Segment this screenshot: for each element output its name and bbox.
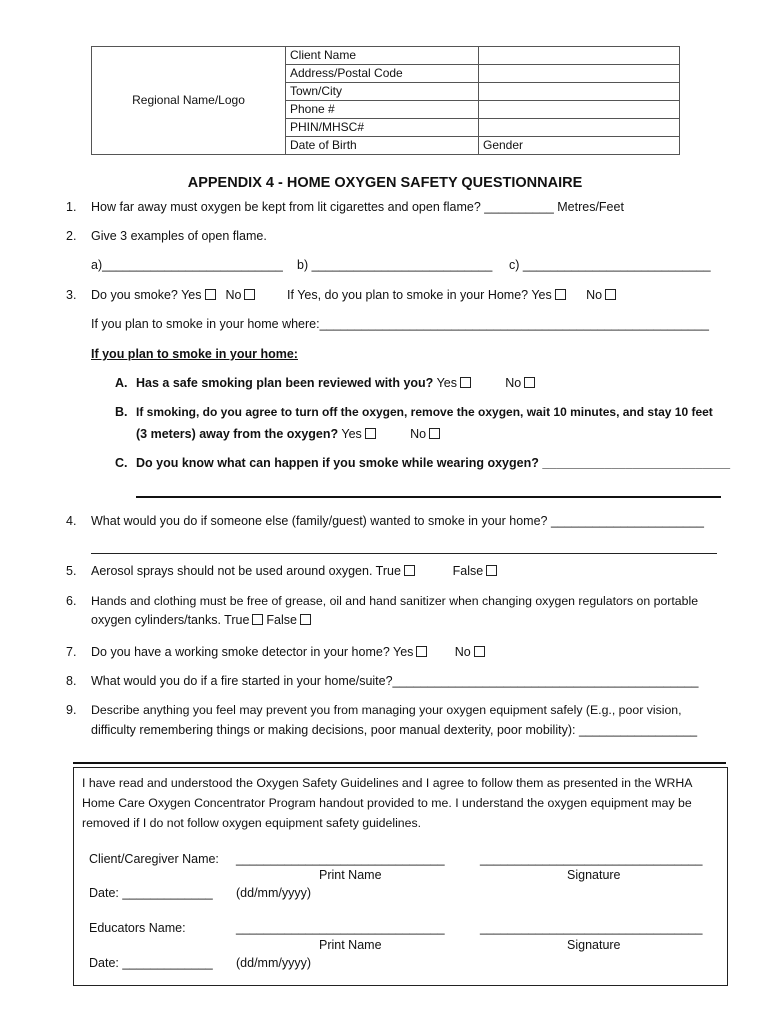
q3-plan-question — [287, 288, 619, 302]
client-date-format: (dd/mm/yyyy) — [236, 886, 311, 900]
q3a-yes-label: Yes — [436, 376, 457, 390]
q3a-no-label: No — [505, 376, 522, 390]
educator-date-format: (dd/mm/yyyy) — [236, 956, 311, 970]
q3-smoke-text: Do you smoke? Yes — [91, 288, 202, 302]
q3c-text: Do you know what can happen if you smoke while wearing oxygen? ___________________________ — [136, 456, 731, 470]
q3b-text-line2: (3 meters) away from the oxygen? — [136, 427, 339, 441]
q3a-yes-checkbox[interactable] — [460, 377, 471, 388]
q3-yes-checkbox[interactable] — [205, 289, 216, 300]
agreement-line3: removed if I do not follow oxygen equipment safety guidelines. — [82, 816, 422, 830]
q3b-text-line1: If smoking, do you agree to turn off the oxygen, remove the oxygen, wait 10 minutes, and stay 10 feet — [136, 405, 713, 419]
q9-text-line1: Describe anything you feel may prevent you from managing your oxygen equipment safely (E.g., poor vision, — [91, 703, 682, 717]
q4-number: 4. — [66, 514, 77, 528]
q4-text: What would you do if someone else (family/guest) wanted to smoke in your home? ______________________ — [91, 514, 704, 528]
q3a-no-checkbox[interactable] — [524, 377, 535, 388]
educator-signature-field[interactable]: ________________________________ — [480, 921, 703, 935]
agreement-top-rule — [73, 762, 726, 764]
town-field[interactable] — [479, 83, 680, 101]
q3-where-text[interactable]: If you plan to smoke in your home where:________________________________________________________ — [91, 317, 709, 331]
q5-false-label: False — [452, 564, 484, 578]
q3b-no-checkbox[interactable] — [429, 428, 440, 439]
q3-no-label: No — [225, 288, 242, 302]
q5-question — [91, 564, 500, 578]
q3-smoke-question — [91, 288, 258, 302]
q7-yes-checkbox[interactable] — [416, 646, 427, 657]
q3b-letter: B. — [115, 405, 128, 419]
phone-label: Phone # — [286, 101, 479, 119]
agreement-line1: I have read and understood the Oxygen Safety Guidelines and I agree to follow them as presented in the WRHA — [82, 776, 693, 790]
q3a-text: Has a safe smoking plan been reviewed with you? — [136, 376, 434, 390]
q3-no-checkbox[interactable] — [244, 289, 255, 300]
q3-number: 3. — [66, 288, 77, 302]
q3b-yes-label: Yes — [341, 427, 362, 441]
q2-number: 2. — [66, 229, 77, 243]
dob-label: Date of Birth — [286, 137, 479, 155]
q3-plan-no-label: No — [586, 288, 603, 302]
educator-print-name-field[interactable]: ______________________________ — [236, 921, 445, 935]
q6-text-line1: Hands and clothing must be free of grease, oil and hand sanitizer when changing oxygen regulators on portable — [91, 594, 699, 608]
phin-label: PHIN/MHSC# — [286, 119, 479, 137]
q2-text: Give 3 examples of open flame. — [91, 229, 267, 243]
q5-false-checkbox[interactable] — [486, 565, 497, 576]
town-label: Town/City — [286, 83, 479, 101]
q9-text-line2: difficulty remembering things or making decisions, poor manual dexterity, poor mobility): _________________ — [91, 723, 698, 737]
q7-no-checkbox[interactable] — [474, 646, 485, 657]
q3a-letter: A. — [115, 376, 128, 390]
q7-number: 7. — [66, 645, 77, 659]
q6-false-label: False — [266, 613, 297, 627]
q6-number: 6. — [66, 594, 77, 608]
client-info-table — [91, 46, 680, 155]
q7-no-label: No — [454, 645, 471, 659]
phone-field[interactable] — [479, 101, 680, 119]
client-date-field[interactable]: Date: _____________ — [89, 886, 213, 900]
q2-answer-b[interactable]: b) __________________________ — [297, 258, 493, 272]
client-name-label: Client Name — [286, 47, 479, 65]
q3b-question-line2 — [136, 427, 443, 441]
q7-text: Do you have a working smoke detector in your home? Yes — [91, 645, 414, 659]
q6-question-line2 — [91, 613, 314, 627]
q5-text: Aerosol sprays should not be used around oxygen. True — [91, 564, 401, 578]
q3-plan-yes-checkbox[interactable] — [555, 289, 566, 300]
q3a-question — [136, 376, 538, 390]
q3c-letter: C. — [115, 456, 128, 470]
q3-sub-heading: If you plan to smoke in your home: — [91, 347, 298, 361]
q9-number: 9. — [66, 703, 77, 717]
address-field[interactable] — [479, 65, 680, 83]
client-caregiver-label: Client/Caregiver Name: — [89, 852, 219, 866]
q1-text: How far away must oxygen be kept from lit cigarettes and open flame? __________ Metres/Feet — [91, 200, 624, 214]
client-print-name-field[interactable]: ______________________________ — [236, 852, 445, 866]
q8-number: 8. — [66, 674, 77, 688]
q5-true-checkbox[interactable] — [404, 565, 415, 576]
q2-answer-a[interactable]: a)__________________________ — [91, 258, 283, 272]
educator-name-label: Educators Name: — [89, 921, 186, 935]
client-signature-caption: Signature — [567, 868, 621, 882]
client-signature-field[interactable]: ________________________________ — [480, 852, 703, 866]
q4-answer-line[interactable] — [91, 553, 717, 554]
q3c-answer-line[interactable] — [136, 496, 721, 498]
phin-field[interactable] — [479, 119, 680, 137]
q5-number: 5. — [66, 564, 77, 578]
q3b-no-label: No — [410, 427, 427, 441]
address-label: Address/Postal Code — [286, 65, 479, 83]
q1-number: 1. — [66, 200, 77, 214]
q6-text-line2: oxygen cylinders/tanks. True — [91, 613, 250, 627]
educator-date-field[interactable]: Date: _____________ — [89, 956, 213, 970]
regional-logo-placeholder: Regional Name/Logo — [92, 47, 286, 155]
educator-print-name-caption: Print Name — [319, 938, 382, 952]
educator-signature-caption: Signature — [567, 938, 621, 952]
q3-plan-text: If Yes, do you plan to smoke in your Home? Yes — [287, 288, 552, 302]
q3b-yes-checkbox[interactable] — [365, 428, 376, 439]
q2-answer-c[interactable]: c) ___________________________ — [509, 258, 711, 272]
gender-label: Gender — [479, 137, 680, 155]
client-print-name-caption: Print Name — [319, 868, 382, 882]
agreement-line2: Home Care Oxygen Concentrator Program handout provided to me. I understand the oxygen equipment may be — [82, 796, 692, 810]
page-title: APPENDIX 4 - HOME OXYGEN SAFETY QUESTIONNAIRE — [187, 175, 583, 191]
client-name-field[interactable] — [479, 47, 680, 65]
q6-false-checkbox[interactable] — [300, 614, 311, 625]
q3-plan-no-checkbox[interactable] — [605, 289, 616, 300]
q8-text: What would you do if a fire started in your home/suite?____________________________________________ — [91, 674, 699, 688]
q7-question — [91, 645, 488, 659]
q6-true-checkbox[interactable] — [252, 614, 263, 625]
